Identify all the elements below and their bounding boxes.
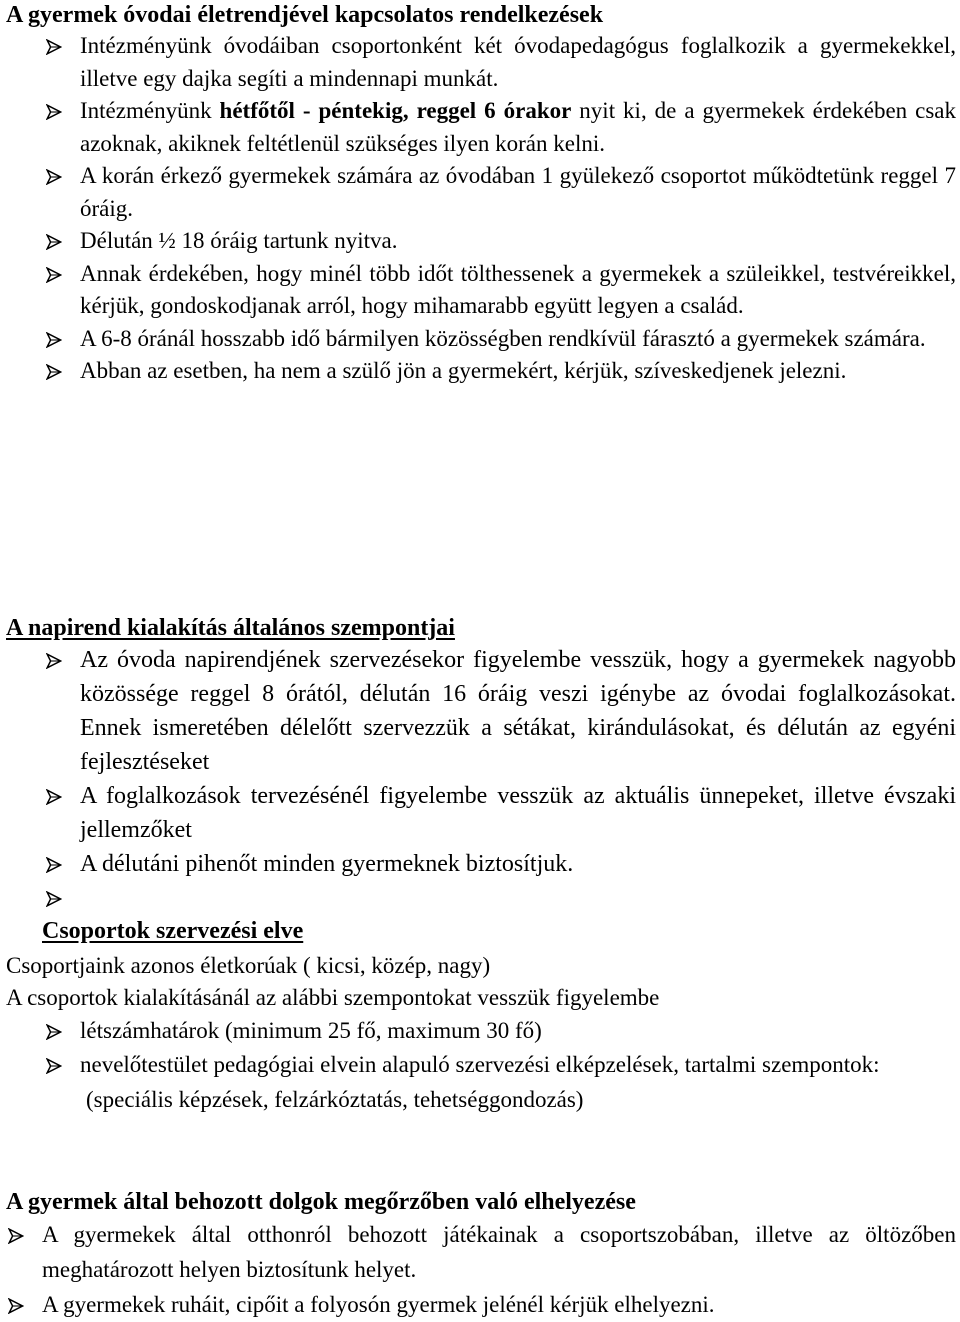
bullet-list [6, 1014, 956, 1082]
arrowhead-bullet-icon [46, 234, 62, 250]
arrowhead-bullet-icon [46, 857, 62, 873]
item-text: Intézményünk óvodáiban csoportonként két óvodapedagógus foglalkozik a gyermekekkel, illetve egy dajka segíti a mindennapi munkát. [80, 33, 956, 91]
arrowhead-bullet-icon [8, 1298, 24, 1314]
list-item [6, 1217, 956, 1287]
arrowhead-bullet-icon [8, 1228, 24, 1244]
list-item [6, 95, 956, 160]
arrowhead-bullet-icon [46, 1058, 62, 1074]
section-title: Csoportok szervezési elve [42, 918, 304, 944]
arrowhead-bullet-icon [46, 1024, 62, 1040]
arrowhead-bullet-icon [46, 653, 62, 669]
item-text: nevelőtestület pedagógiai elvein alapuló szervezési elképzelések, tartalmi szempontok: [80, 1052, 880, 1077]
list-item [6, 1014, 956, 1048]
text-line: Csoportjaink azonos életkorúak ( kicsi, közép, nagy) [6, 953, 491, 978]
section-title: A napirend kialakítás általános szempontjai [6, 615, 455, 641]
section-napirend [6, 613, 956, 915]
list-item [6, 355, 956, 388]
list-item [6, 881, 956, 915]
list-item [6, 1048, 956, 1082]
arrowhead-bullet-icon [46, 39, 62, 55]
item-text: nyit ki, de a gyermekek érdekében csak azoknak, akiknek feltétlenül szükséges ilyen korán kelni. [80, 98, 956, 156]
list-item [6, 643, 956, 779]
arrowhead-bullet-icon [46, 169, 62, 185]
arrowhead-bullet-icon [46, 332, 62, 348]
bullet-list [6, 1217, 956, 1322]
item-text: Annak érdekében, hogy minél több időt tölthessenek a gyermekek a szüleikkel, testvéreikkel, kérjük, gondoskodjanak arról, hogy mihamarabb együtt legyen a család. [80, 260, 956, 318]
item-text-bold: hétfőtől - péntekig, reggel 6 órakor [219, 98, 572, 123]
list-item [6, 323, 956, 356]
item-text: létszámhatárok (minimum 25 fő, maximum 30 fő) [80, 1018, 542, 1043]
item-text: Intézményünk [80, 98, 220, 123]
list-item [6, 779, 956, 847]
section-title: A gyermek óvodai életrendjével kapcsolatos rendelkezések [6, 2, 604, 28]
bullet-list [6, 30, 956, 388]
list-item [6, 160, 956, 225]
bullet-list [6, 643, 956, 915]
item-text: Az óvoda napirendjének szervezésekor figyelembe vesszük, hogy a gyermekek nagyobb közössége reggel 8 órától, délután 16 óráig veszi igénybe az óvodai foglalkozásokat. Ennek ismeretében délelőtt szervezzük a sétákat, kirándulásokat, és délután az egyéni fejlesztéseket [80, 647, 956, 775]
item-text: A gyermekek által otthonról behozott játékainak a csoportszobában, illetve az öltözőben meghatározott helyen biztosítunk helyet. [42, 1222, 956, 1282]
section-csoportok [6, 950, 956, 1116]
arrowhead-bullet-icon [46, 789, 62, 805]
text-line: (speciális képzések, felzárkóztatás, tehetséggondozás) [86, 1087, 584, 1112]
list-item [6, 1287, 956, 1322]
item-text: A délutáni pihenőt minden gyermeknek biztosítjuk. [80, 851, 574, 877]
arrowhead-bullet-icon [46, 104, 62, 120]
item-text: A 6-8 óránál hosszabb idő bármilyen közösségben rendkívül fárasztó a gyermekek számára. [80, 325, 926, 351]
item-text: Délután ½ 18 óráig tartunk nyitva. [80, 228, 398, 253]
item-text: A gyermekek ruháit, cipőit a folyosón gyermek jelénél kérjük elhelyezni. [42, 1292, 715, 1317]
arrowhead-bullet-icon [46, 267, 62, 283]
text-line: A csoportok kialakításánál az alábbi szempontokat vesszük figyelembe [6, 985, 660, 1010]
list-item [6, 30, 956, 95]
arrowhead-bullet-icon [46, 364, 62, 380]
section-title: A gyermek által behozott dolgok megőrzőben való elhelyezése [6, 1189, 636, 1215]
arrowhead-bullet-icon [46, 891, 62, 907]
item-text: Abban az esetben, ha nem a szülő jön a gyermekért, kérjük, szíveskedjenek jelezni. [80, 358, 847, 383]
list-item [6, 225, 956, 258]
section-eletrend [6, 0, 956, 388]
list-item [6, 258, 956, 323]
section-megorzo [6, 1187, 956, 1322]
item-text: A foglalkozások tervezésénél figyelembe vesszük az aktuális ünnepeket, illetve évszaki jellemzőket [80, 783, 956, 843]
list-item [6, 847, 956, 881]
section-csoportok-title [42, 916, 956, 946]
item-text: A korán érkező gyermekek számára az óvodában 1 gyülekező csoportot működtetünk reggel 7 óráig. [80, 163, 956, 221]
